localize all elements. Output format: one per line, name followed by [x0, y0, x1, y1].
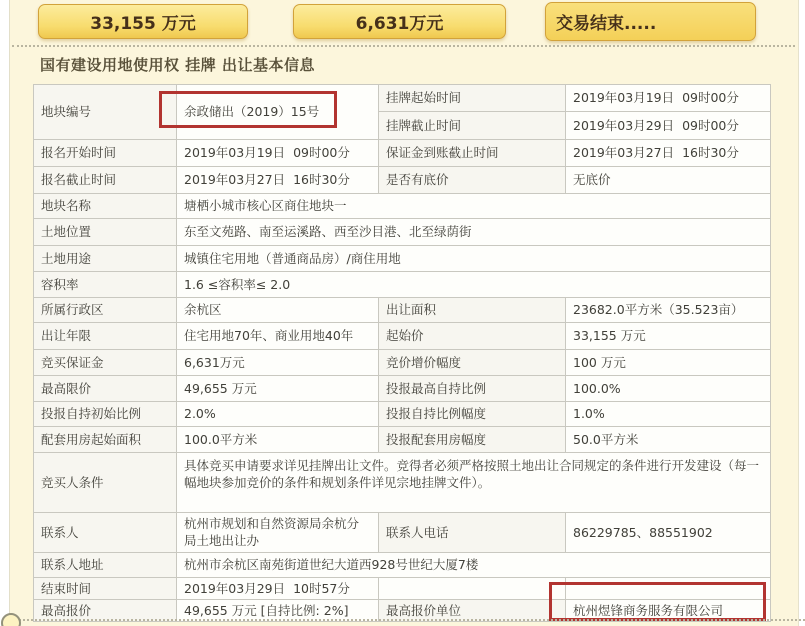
value-top-bidder: 杭州煜锋商务服务有限公司: [566, 599, 771, 621]
value-listing-end: 2019年03月29日 09时00分: [566, 112, 771, 140]
label-district: 所属行政区: [34, 298, 177, 323]
value-land-use: 城镇住宅用地（普通商品房）/商住用地: [177, 246, 771, 272]
label-self-hold-step: 投报自持比例幅度: [379, 402, 566, 427]
cell-empty: [566, 577, 771, 599]
section-title: 国有建设用地使用权 挂牌 出让基本信息: [40, 56, 315, 74]
label-deposit: 竞买保证金: [34, 350, 177, 376]
deposit-button[interactable]: 6,631万元: [293, 4, 506, 39]
value-plot-name: 塘栖小城市核心区商住地块一: [177, 194, 771, 219]
label-plot-no: 地块编号: [34, 85, 177, 140]
label-init-self-hold: 投报自持初始比例: [34, 402, 177, 427]
label-price-cap: 最高限价: [34, 376, 177, 402]
label-reserve-price: 是否有底价: [379, 167, 566, 194]
value-deposit-deadline: 2019年03月27日 16时30分: [566, 140, 771, 167]
label-max-self-hold: 投报最高自持比例: [379, 376, 566, 402]
value-top-bid: 49,655 万元 [自持比例: 2%]: [177, 599, 379, 621]
label-floor-area-ratio: 容积率: [34, 272, 177, 298]
label-contact-address: 联系人地址: [34, 552, 177, 577]
label-bidder-conditions: 竞买人条件: [34, 453, 177, 513]
label-land-location: 土地位置: [34, 219, 177, 246]
label-support-step: 投报配套用房幅度: [379, 427, 566, 453]
label-contact: 联系人: [34, 513, 177, 553]
transaction-status-button[interactable]: 交易结束.....: [545, 2, 756, 41]
value-contact-address: 杭州市余杭区南苑街道世纪大道西928号世纪大厦7楼: [177, 552, 771, 577]
label-top-bidder: 最高报价单位: [379, 599, 566, 621]
label-listing-start: 挂牌起始时间: [379, 85, 566, 112]
value-end-time: 2019年03月29日 10时57分: [177, 577, 379, 599]
label-top-bid: 最高报价: [34, 599, 177, 621]
value-increment: 100 万元: [566, 350, 771, 376]
value-tenure: 住宅用地70年、商业用地40年: [177, 323, 379, 350]
start-price-button[interactable]: 33,155 万元: [38, 4, 248, 39]
value-contact: 杭州市规划和自然资源局余杭分局土地出让办: [177, 513, 379, 553]
label-deposit-deadline: 保证金到账截止时间: [379, 140, 566, 167]
label-tenure: 出让年限: [34, 323, 177, 350]
label-land-use: 土地用途: [34, 246, 177, 272]
value-area: 23682.0平方米（35.523亩）: [566, 298, 771, 323]
label-area: 出让面积: [379, 298, 566, 323]
emoji-face-icon: [1, 613, 21, 626]
value-start-price: 33,155 万元: [566, 323, 771, 350]
listing-info-table: [33, 84, 771, 622]
value-floor-area-ratio: 1.6 ≤容积率≤ 2.0: [177, 272, 771, 298]
value-support-step: 50.0平方米: [566, 427, 771, 453]
label-support-housing: 配套用房起始面积: [34, 427, 177, 453]
label-plot-name: 地块名称: [34, 194, 177, 219]
value-bidder-conditions: 具体竞买申请要求详见挂牌出让文件。竞得者必须严格按照土地出让合同规定的条件进行开发建设（每一幅地块参加竞价的条件和规划条件详见宗地挂牌文件）。: [177, 453, 771, 513]
label-signup-start: 报名开始时间: [34, 140, 177, 167]
top-dotted-separator: [12, 45, 795, 47]
cell-empty: [379, 577, 566, 599]
value-district: 余杭区: [177, 298, 379, 323]
value-deposit: 6,631万元: [177, 350, 379, 376]
value-init-self-hold: 2.0%: [177, 402, 379, 427]
label-listing-end: 挂牌截止时间: [379, 112, 566, 140]
value-price-cap: 49,655 万元: [177, 376, 379, 402]
bottom-dotted-separator: [15, 619, 805, 621]
value-max-self-hold: 100.0%: [566, 376, 771, 402]
value-land-location: 东至文苑路、南至运溪路、西至沙目港、北至绿荫街: [177, 219, 771, 246]
label-increment: 竞价增价幅度: [379, 350, 566, 376]
value-reserve-price: 无底价: [566, 167, 771, 194]
value-listing-start: 2019年03月19日 09时00分: [566, 85, 771, 112]
value-support-housing: 100.0平方米: [177, 427, 379, 453]
value-plot-no: 余政储出（2019）15号: [177, 85, 379, 140]
value-contact-phone: 86229785、88551902: [566, 513, 771, 553]
label-end-time: 结束时间: [34, 577, 177, 599]
label-signup-end: 报名截止时间: [34, 167, 177, 194]
label-contact-phone: 联系人电话: [379, 513, 566, 553]
label-start-price: 起始价: [379, 323, 566, 350]
value-signup-end: 2019年03月27日 16时30分: [177, 167, 379, 194]
value-signup-start: 2019年03月19日 09时00分: [177, 140, 379, 167]
value-self-hold-step: 1.0%: [566, 402, 771, 427]
